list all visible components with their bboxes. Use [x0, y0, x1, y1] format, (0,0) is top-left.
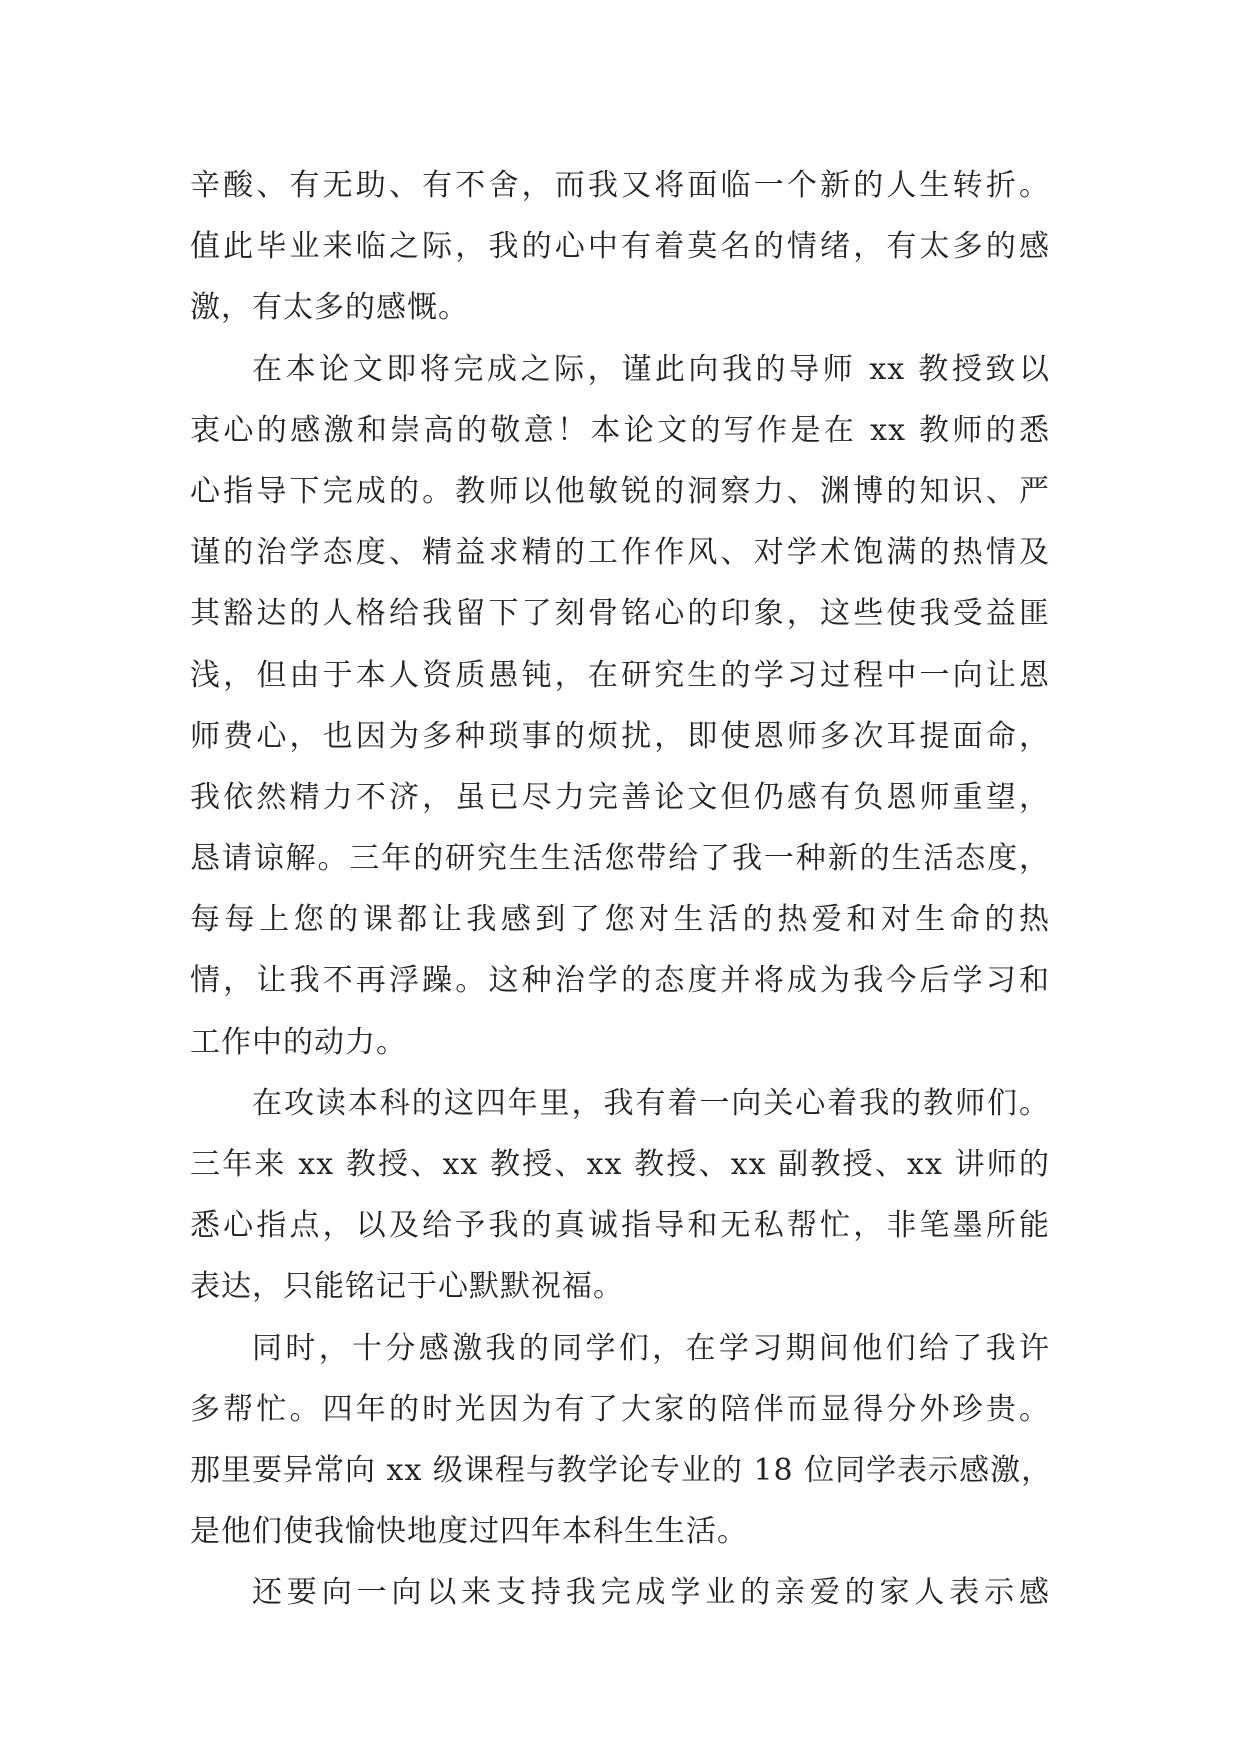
- text-line: 三年来 xx 教授、xx 教授、xx 教授、xx 副教授、xx 讲师的: [190, 1147, 1050, 1182]
- text-line: 辛酸、有无助、有不舍，而我又将面临一个新的人生转折。: [190, 168, 1050, 203]
- text-line: 悉心指点，以及给予我的真诚指导和无私帮忙，非笔墨所能: [190, 1208, 1050, 1244]
- paragraph-3: [190, 1073, 1050, 1318]
- text-line: 工作中的动力。: [190, 1024, 407, 1060]
- text-line: 师费心，也因为多种琐事的烦扰，即使恩师多次耳提面命，: [190, 718, 1050, 754]
- text-line: 浅，但由于本人资质愚钝，在研究生的学习过程中一向让恩: [190, 657, 1050, 693]
- text-line: 值此毕业来临之际，我的心中有着莫名的情绪，有太多的感: [190, 229, 1050, 265]
- text-line: 多帮忙。四年的时光因为有了大家的陪伴而显得分外珍贵。: [190, 1391, 1050, 1427]
- text-line: 激，有太多的感慨。: [190, 290, 469, 326]
- paragraph-1: [190, 155, 1050, 339]
- text-line: 每每上您的课都让我感到了您对生活的热爱和对生命的热: [190, 902, 1050, 938]
- text-line: 衷心的感激和崇高的敬意！本论文的写作是在 xx 教师的悉: [190, 412, 1050, 448]
- paragraph-4: [190, 1318, 1053, 1563]
- text-line: 我依然精力不济，虽已尽力完善论文但仍感有负恩师重望，: [190, 779, 1050, 815]
- text-line: 在攻读本科的这四年里，我有着一向关心着我的教师们。: [252, 1085, 1050, 1121]
- text-line: 其豁达的人格给我留下了刻骨铭心的印象，这些使我受益匪: [190, 596, 1050, 632]
- text-line: 在本论文即将完成之际，谨此向我的导师 xx 教授致以: [252, 351, 1050, 387]
- text-line: 恳请谅解。三年的研究生生活您带给了我一种新的生活态度，: [190, 841, 1050, 877]
- text-line: 是他们使我愉快地度过四年本科生生活。: [190, 1514, 748, 1550]
- paragraph-2: [190, 339, 1050, 1073]
- text-line: 同时，十分感激我的同学们，在学习期间他们给了我许: [252, 1330, 1050, 1366]
- paragraph-5: [190, 1562, 1050, 1623]
- text-line: 表达，只能铭记于心默默祝福。: [190, 1269, 624, 1305]
- text-line: 心指导下完成的。教师以他敏锐的洞察力、渊博的知识、严: [190, 473, 1050, 509]
- document-body: [190, 155, 1053, 1624]
- text-line: 那里要异常向 xx 级课程与教学论专业的 18 位同学表示感激，: [190, 1452, 1053, 1488]
- text-line: 还要向一向以来支持我完成学业的亲爱的家人表示感: [252, 1575, 1050, 1611]
- text-line: 情，让我不再浮躁。这种治学的态度并将成为我今后学习和: [190, 963, 1050, 999]
- text-line: 谨的治学态度、精益求精的工作作风、对学术饱满的热情及: [190, 535, 1050, 571]
